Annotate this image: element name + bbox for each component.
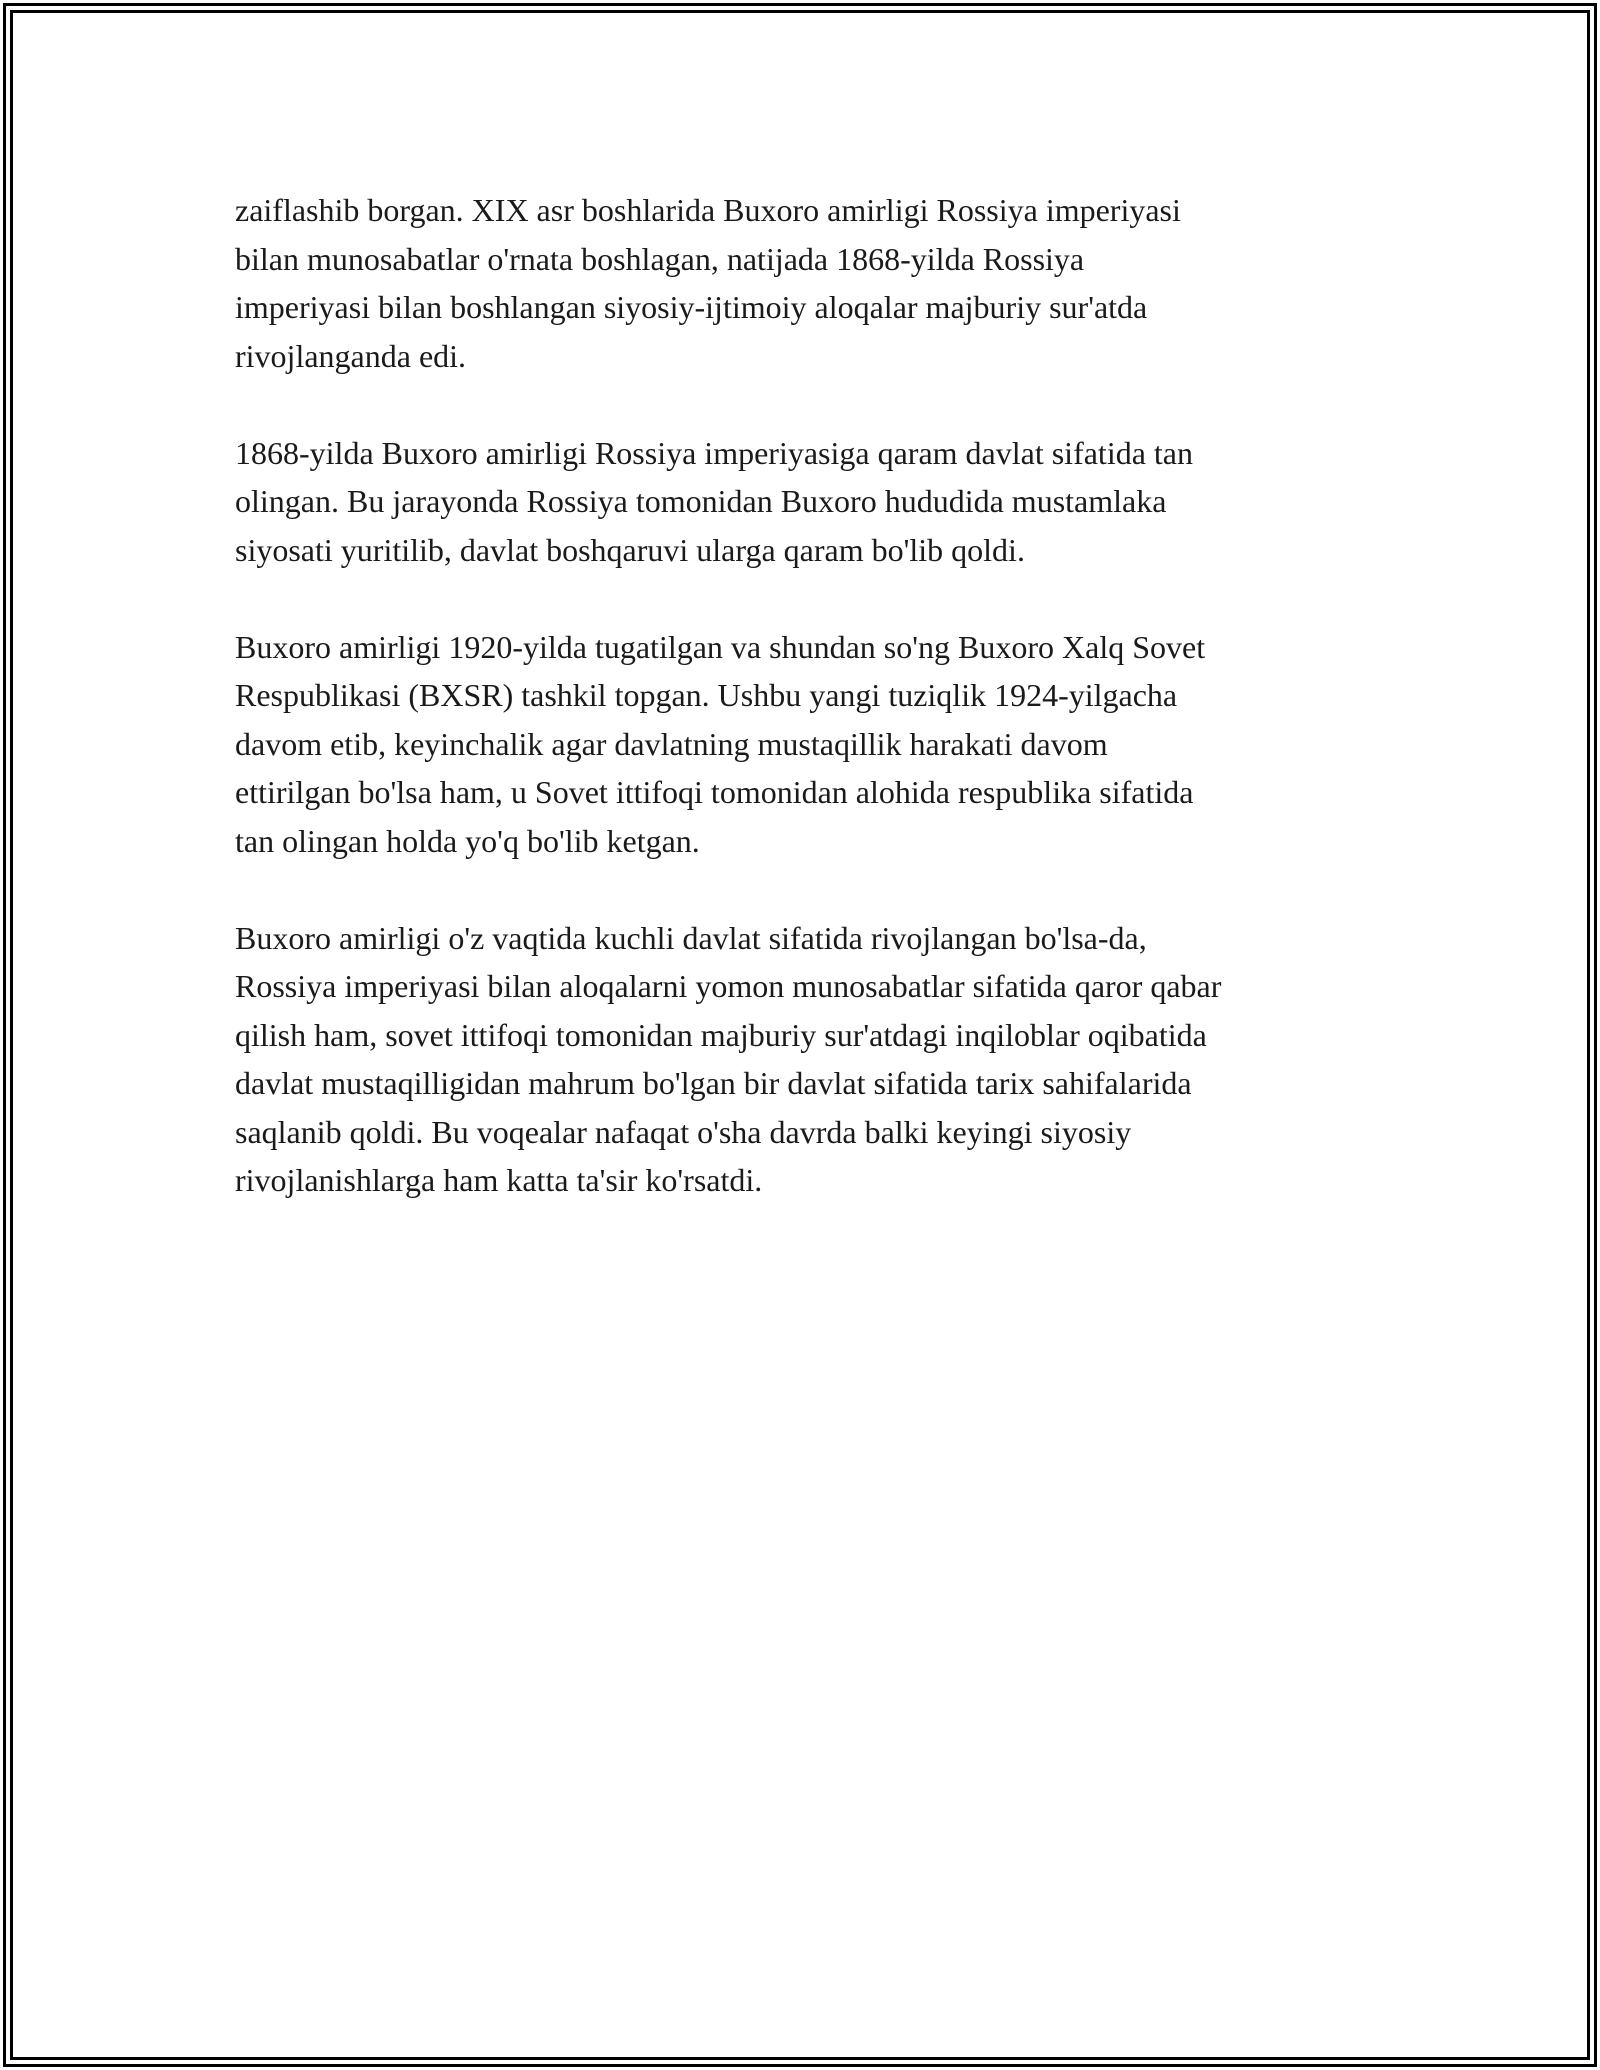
- document-body: [235, 186, 1375, 1253]
- paragraph-3: Buxoro amirligi 1920-yilda tugatilgan va shundan so'ng Buxoro Xalq Sovet Respublikasi (BXSR) tashkil topgan. Ushbu yangi tuziqlik 1924-yilgacha davom etib, keyinchalik agar davlatning mustaqillik harakati davom ettirilgan bo'lsa ham, u Sovet ittifoqi tomonidan alohida respublika sifatida tan olingan holda yo'q bo'lib ketgan.: [235, 628, 1206, 859]
- paragraph-4: Buxoro amirligi o'z vaqtida kuchli davlat sifatida rivojlangan bo'lsa-da, Rossiya imperiyasi bilan aloqalarni yomon munosabatlar sifatida qaror qabar qilish ham, sovet ittifoqi tomonidan majburiy sur'atdagi inqiloblar oqibatida davlat mustaqilligidan mahrum bo'lgan bir davlat sifatida tarix sahifalarida saqlanib qoldi. Bu voqealar nafaqat o'sha davrda balki keyingi siyosiy rivojlanishlarga ham katta ta'sir ko'rsatdi.: [235, 919, 1222, 1198]
- paragraph-2: 1868-yilda Buxoro amirligi Rossiya imperiyasiga qaram davlat sifatida tan olingan. Bu jarayonda Rossiya tomonidan Buxoro hududida mustamlaka siyosati yuritilib, davlat boshqaruvi ularga qaram bo'lib qoldi.: [235, 434, 1193, 568]
- paragraph-1: zaiflashib borgan. XIX asr boshlarida Buxoro amirligi Rossiya imperiyasi bilan munosabatlar o'rnata boshlagan, natijada 1868-yilda Rossiya imperiyasi bilan boshlangan siyosiy-ijtimoiy aloqalar majburiy sur'atda rivojlanganda edi.: [235, 192, 1181, 374]
